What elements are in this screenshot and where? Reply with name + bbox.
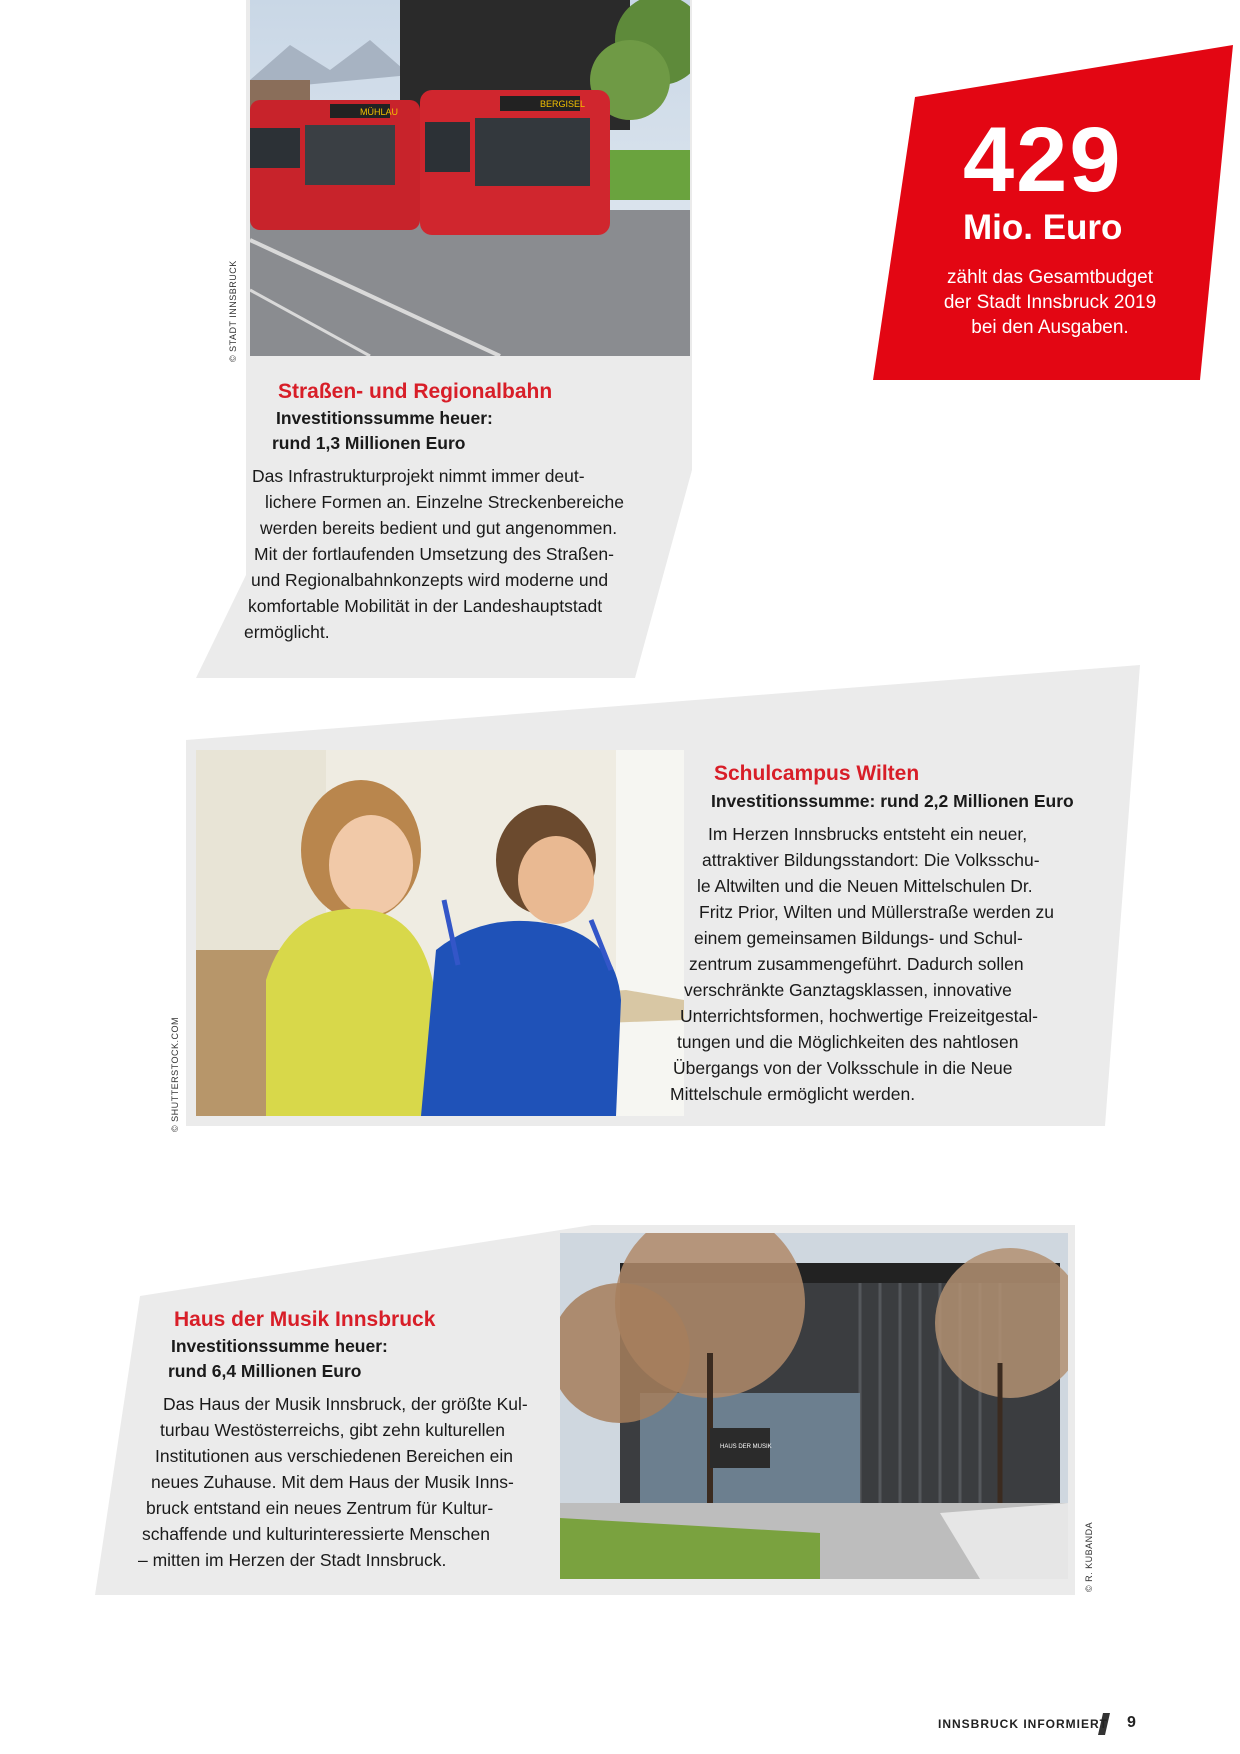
music-sign: HAUS DER MUSIK	[720, 1444, 772, 1450]
music-body-line: Institutionen aus verschiedenen Bereichen ein	[155, 1446, 514, 1466]
tram-body-line: lichere Formen an. Einzelne Streckenbereiche	[265, 492, 624, 512]
budget-number: 429	[963, 109, 1123, 211]
tram-sign-left: MÜHLAU	[360, 107, 399, 117]
music-body-line: schaffende und kulturinteressierte Menschen	[142, 1524, 490, 1544]
school-body-line: attraktiver Bildungsstandort: Die Volksschu-	[702, 850, 1040, 870]
music-title: Haus der Musik Innsbruck	[174, 1308, 436, 1331]
music-photo-credit: © R. KUBANDA	[1084, 1521, 1094, 1592]
tram-body-line: Mit der fortlaufenden Umsetzung des Straßen-	[254, 544, 614, 564]
school-body-line: Mittelschule ermöglicht werden.	[670, 1084, 916, 1104]
school-body-line: verschränkte Ganztagsklassen, innovative	[684, 980, 1012, 1000]
tram-body-line: komfortable Mobilität in der Landeshauptstadt	[248, 596, 603, 616]
school-title: Schulcampus Wilten	[714, 762, 920, 785]
tram-title: Straßen- und Regionalbahn	[278, 380, 553, 403]
tram-investment-line2: rund 1,3 Millionen Euro	[272, 433, 466, 453]
music-body-line: bruck entstand ein neues Zentrum für Kultur-	[146, 1498, 494, 1518]
school-body-line: tungen und die Möglichkeiten des nahtlosen	[677, 1032, 1019, 1052]
tram-body-line: und Regionalbahnkonzepts wird moderne und	[251, 570, 609, 590]
school-body-line: einem gemeinsamen Bildungs- und Schul-	[694, 928, 1023, 948]
school-photo	[196, 750, 684, 1116]
music-body-line: – mitten im Herzen der Stadt Innsbruck.	[138, 1550, 447, 1570]
school-investment: Investitionssumme: rund 2,2 Millionen Euro	[711, 791, 1074, 811]
school-photo-credit: © SHUTTERSTOCK.COM	[170, 1017, 180, 1132]
tram-body-line: werden bereits bedient und gut angenommen.	[260, 518, 618, 538]
tram-sign-right: BERGISEL	[540, 99, 586, 109]
tram-investment-line1: Investitionssumme heuer:	[276, 408, 493, 428]
budget-unit: Mio. Euro	[963, 208, 1123, 247]
tram-photo	[250, 0, 690, 356]
tram-body-line: ermöglicht.	[244, 622, 330, 642]
music-body-line: turbau Westösterreichs, gibt zehn kulturellen	[160, 1420, 505, 1440]
music-body-line: neues Zuhause. Mit dem Haus der Musik Inns-	[151, 1472, 514, 1492]
page-number: 9	[1127, 1714, 1136, 1731]
music-photo	[560, 1233, 1068, 1579]
school-body-line: Unterrichtsformen, hochwertige Freizeitgestal-	[680, 1006, 1038, 1026]
music-investment-line2: rund 6,4 Millionen Euro	[168, 1361, 362, 1381]
school-body-line: le Altwilten und die Neuen Mittelschulen Dr.	[697, 876, 1033, 896]
footer-publication: INNSBRUCK INFORMIERT	[938, 1717, 1108, 1731]
music-investment-line1: Investitionssumme heuer:	[171, 1336, 388, 1356]
tram-body-line: Das Infrastrukturprojekt nimmt immer deut-	[252, 466, 585, 486]
budget-description-line: bei den Ausgaben.	[971, 317, 1129, 338]
tram-photo-credit: © STADT INNSBRUCK	[228, 260, 238, 362]
budget-description-line: der Stadt Innsbruck 2019	[943, 292, 1157, 313]
budget-description-line: zählt das Gesamtbudget	[947, 267, 1153, 288]
school-body-line: Übergangs von der Volksschule in die Neue	[673, 1058, 1013, 1078]
school-body-line: Fritz Prior, Wilten und Müllerstraße werden zu	[699, 902, 1054, 922]
budget-description	[920, 265, 1180, 340]
school-body-line: Im Herzen Innsbrucks entsteht ein neuer,	[708, 824, 1028, 844]
school-body-line: zentrum zusammengeführt. Dadurch sollen	[689, 954, 1024, 974]
music-body-line: Das Haus der Musik Innsbruck, der größte Kul-	[163, 1394, 528, 1414]
